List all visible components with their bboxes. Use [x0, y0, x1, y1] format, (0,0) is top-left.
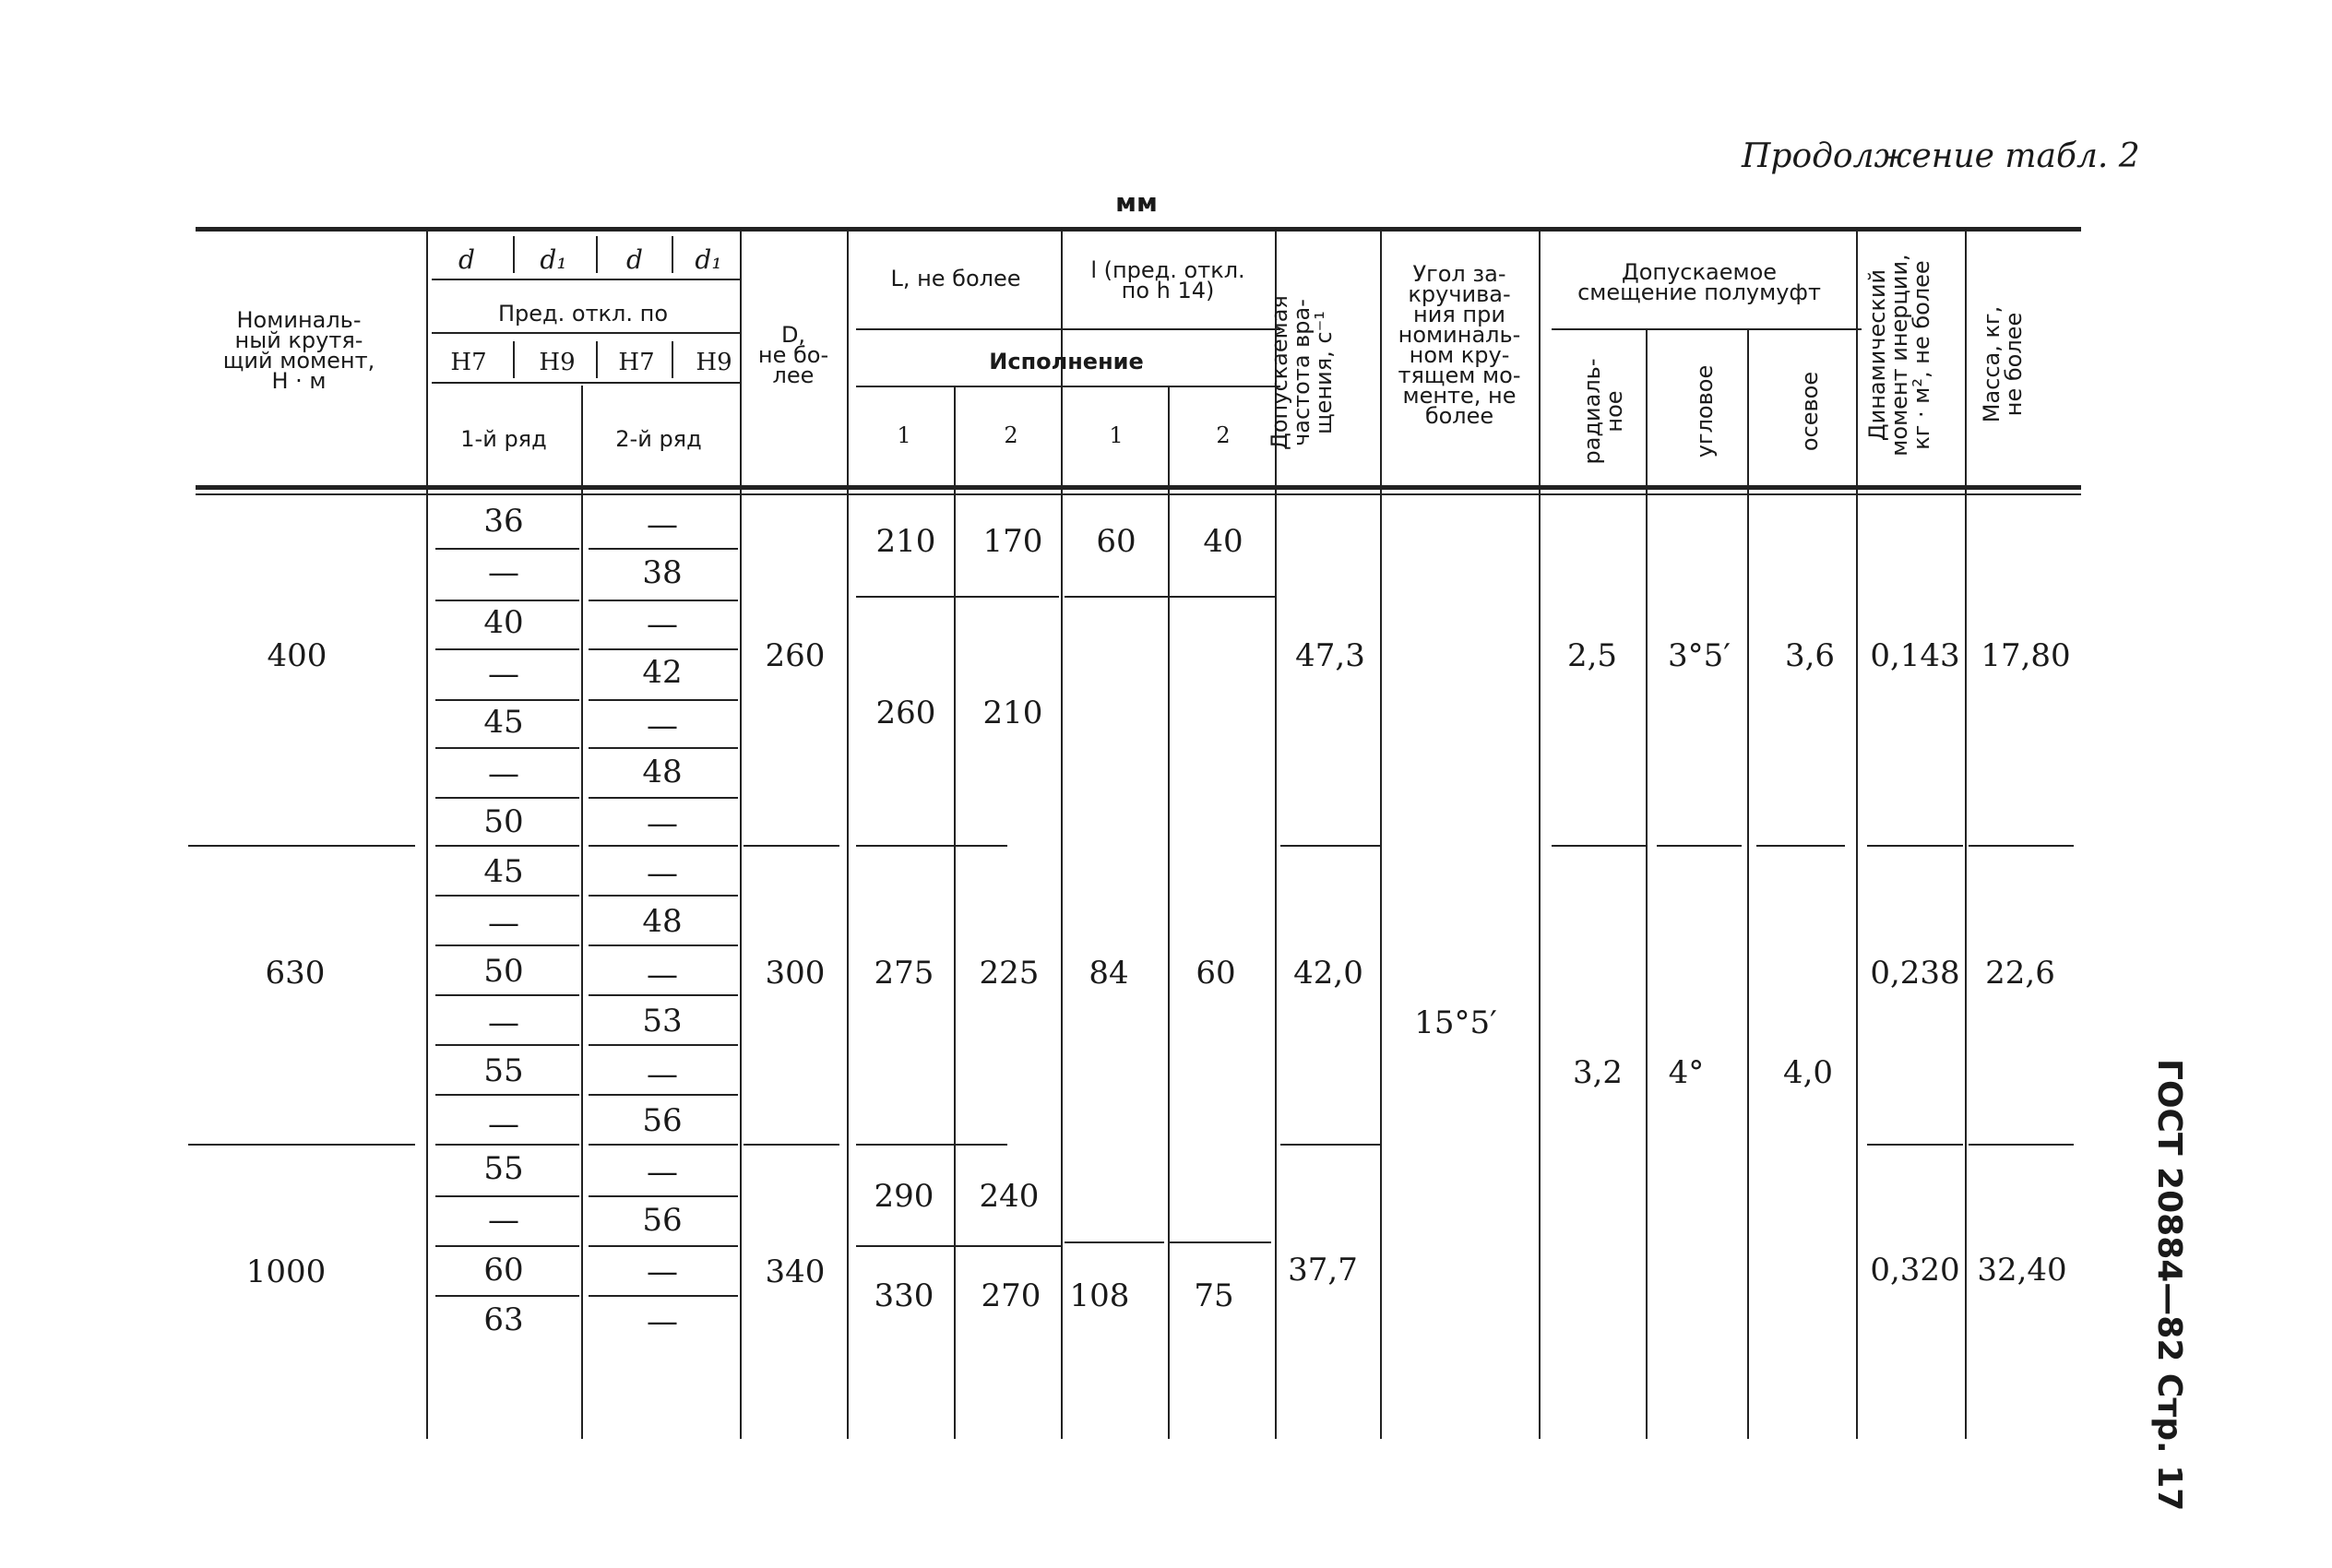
shaft-r2: —	[647, 1253, 678, 1290]
shaft-r2: —	[647, 606, 678, 643]
freq-630: 42,0	[1293, 955, 1363, 992]
shaft-r1: 55	[483, 1150, 524, 1187]
angular-shared: 4°	[1668, 1054, 1705, 1091]
shaft-r2: —	[647, 1154, 678, 1191]
shaft-r2: —	[647, 1303, 678, 1340]
D-630: 300	[765, 955, 826, 992]
shaft-r1: —	[488, 905, 519, 942]
L1-value: 275	[874, 955, 934, 992]
shaft-r2: —	[647, 805, 678, 842]
l1-value: 108	[1069, 1277, 1130, 1314]
shaft-r1: 45	[483, 853, 524, 890]
torque-630: 630	[265, 955, 326, 992]
header-tolerance-by: Пред. откл. по	[497, 301, 669, 327]
inertia-1000: 0,320	[1870, 1252, 1960, 1289]
l2-value: 40	[1203, 523, 1243, 560]
units-label: мм	[1115, 187, 1158, 218]
header-axial: осевое	[1797, 371, 1823, 452]
L2-value: 240	[979, 1178, 1040, 1215]
L2-value: 225	[979, 955, 1040, 992]
header-D: D, не бо- лее	[757, 322, 829, 388]
header-version: Исполнение	[989, 349, 1144, 374]
shaft-r1: —	[488, 1106, 519, 1143]
D-400: 260	[765, 637, 826, 674]
l1-value: 84	[1089, 955, 1129, 992]
header-radial: радиаль- ное	[1579, 358, 1627, 465]
header-d1-1: d₁	[540, 244, 567, 275]
header-h9-1: H9	[539, 349, 576, 376]
freq-400: 47,3	[1295, 637, 1365, 674]
mass-630: 22,6	[1985, 955, 2055, 992]
L1-value: 210	[875, 523, 936, 560]
shaft-r2: 48	[642, 903, 683, 940]
shaft-r2: 53	[642, 1003, 683, 1039]
torque-1000: 1000	[245, 1253, 327, 1290]
radial-400: 2,5	[1566, 637, 1618, 674]
shaft-r1: 50	[483, 953, 524, 990]
shaft-r2: 56	[642, 1102, 683, 1139]
shaft-r2: —	[647, 855, 678, 892]
shaft-r1: —	[488, 656, 519, 693]
torque-400: 400	[267, 637, 327, 674]
header-h9-2: H9	[696, 349, 732, 376]
shaft-r2: —	[647, 506, 678, 543]
L2-value: 170	[982, 523, 1043, 560]
header-L-v2: 2	[1004, 422, 1018, 448]
shaft-r1: 60	[483, 1252, 524, 1289]
L2-value: 270	[981, 1277, 1041, 1314]
shaft-r1: 55	[483, 1052, 524, 1089]
shaft-r1: 50	[483, 803, 524, 840]
header-row1: 1-й ряд	[460, 426, 547, 452]
mass-400: 17,80	[1981, 637, 2071, 674]
shaft-r1: —	[488, 1202, 519, 1239]
l2-value: 75	[1194, 1277, 1234, 1314]
header-angle: Угол за- кручива- ния при номиналь- ном кру- тящем мо- менте, не более	[1398, 261, 1521, 429]
inertia-630: 0,238	[1870, 955, 1960, 992]
L1-value: 330	[874, 1277, 934, 1314]
header-angular: угловое	[1692, 364, 1718, 458]
table-caption: Продолжение табл. 2	[1742, 137, 2140, 175]
shaft-r2: 38	[642, 554, 683, 591]
shaft-r1: 36	[483, 503, 524, 540]
header-inertia: Динамический момент инерции, кг · м², не более	[1864, 254, 1934, 457]
document-side-label: ГОСТ 20884—82 Стр. 17	[2150, 1059, 2188, 1512]
header-row2: 2-й ряд	[615, 426, 702, 452]
axial-shared: 4,0	[1782, 1054, 1834, 1091]
l1-value: 60	[1096, 523, 1136, 560]
header-bottom-rule-2	[196, 493, 2081, 495]
header-l-v2: 2	[1216, 422, 1231, 448]
header-L-max: L, не более	[890, 266, 1021, 291]
header-l-v1: 1	[1109, 422, 1124, 448]
L1-value: 260	[875, 695, 936, 731]
axial-400: 3,6	[1784, 637, 1836, 674]
header-d1-2: d₁	[695, 244, 722, 275]
mass-1000: 32,40	[1977, 1252, 2067, 1289]
header-mass: Масса, кг, не более	[1979, 305, 2027, 423]
angular-400: 3°5′	[1668, 637, 1731, 674]
shaft-r2: 48	[642, 754, 683, 790]
shaft-r2: 42	[642, 654, 683, 691]
D-1000: 340	[765, 1253, 826, 1290]
angle-value: 15°5′	[1414, 1004, 1497, 1041]
shaft-r2: —	[647, 1056, 678, 1093]
header-d-1: d	[458, 244, 475, 275]
l2-value: 60	[1196, 955, 1236, 992]
header-l-tolerance: l (пред. откл. по h 14)	[1090, 257, 1245, 303]
header-h7-2: H7	[618, 349, 655, 376]
inertia-400: 0,143	[1870, 637, 1960, 674]
header-freq: Допускаемая частота вра- щения, с⁻¹	[1267, 295, 1337, 450]
header-offset: Допускаемое смещение полумуфт	[1577, 259, 1821, 305]
table-top-rule	[196, 227, 2081, 232]
shaft-r1: —	[488, 554, 519, 591]
header-L-v1: 1	[897, 422, 911, 448]
L1-value: 290	[874, 1178, 934, 1215]
shaft-r1: 40	[483, 604, 524, 641]
shaft-r1: 45	[483, 704, 524, 741]
shaft-r2: —	[647, 707, 678, 744]
header-bottom-rule	[196, 485, 2081, 490]
shaft-r2: 56	[642, 1202, 683, 1239]
shaft-r1: —	[488, 1004, 519, 1041]
header-torque: Номиналь- ный крутя- щий момент, Н · м	[222, 307, 375, 394]
radial-shared: 3,2	[1572, 1054, 1624, 1091]
header-d-2: d	[626, 244, 643, 275]
L2-value: 210	[982, 695, 1043, 731]
freq-1000: 37,7	[1288, 1252, 1358, 1289]
header-h7-1: H7	[450, 349, 487, 376]
shaft-r2: —	[647, 956, 678, 993]
shaft-r1: 63	[483, 1301, 524, 1338]
shaft-r1: —	[488, 755, 519, 792]
